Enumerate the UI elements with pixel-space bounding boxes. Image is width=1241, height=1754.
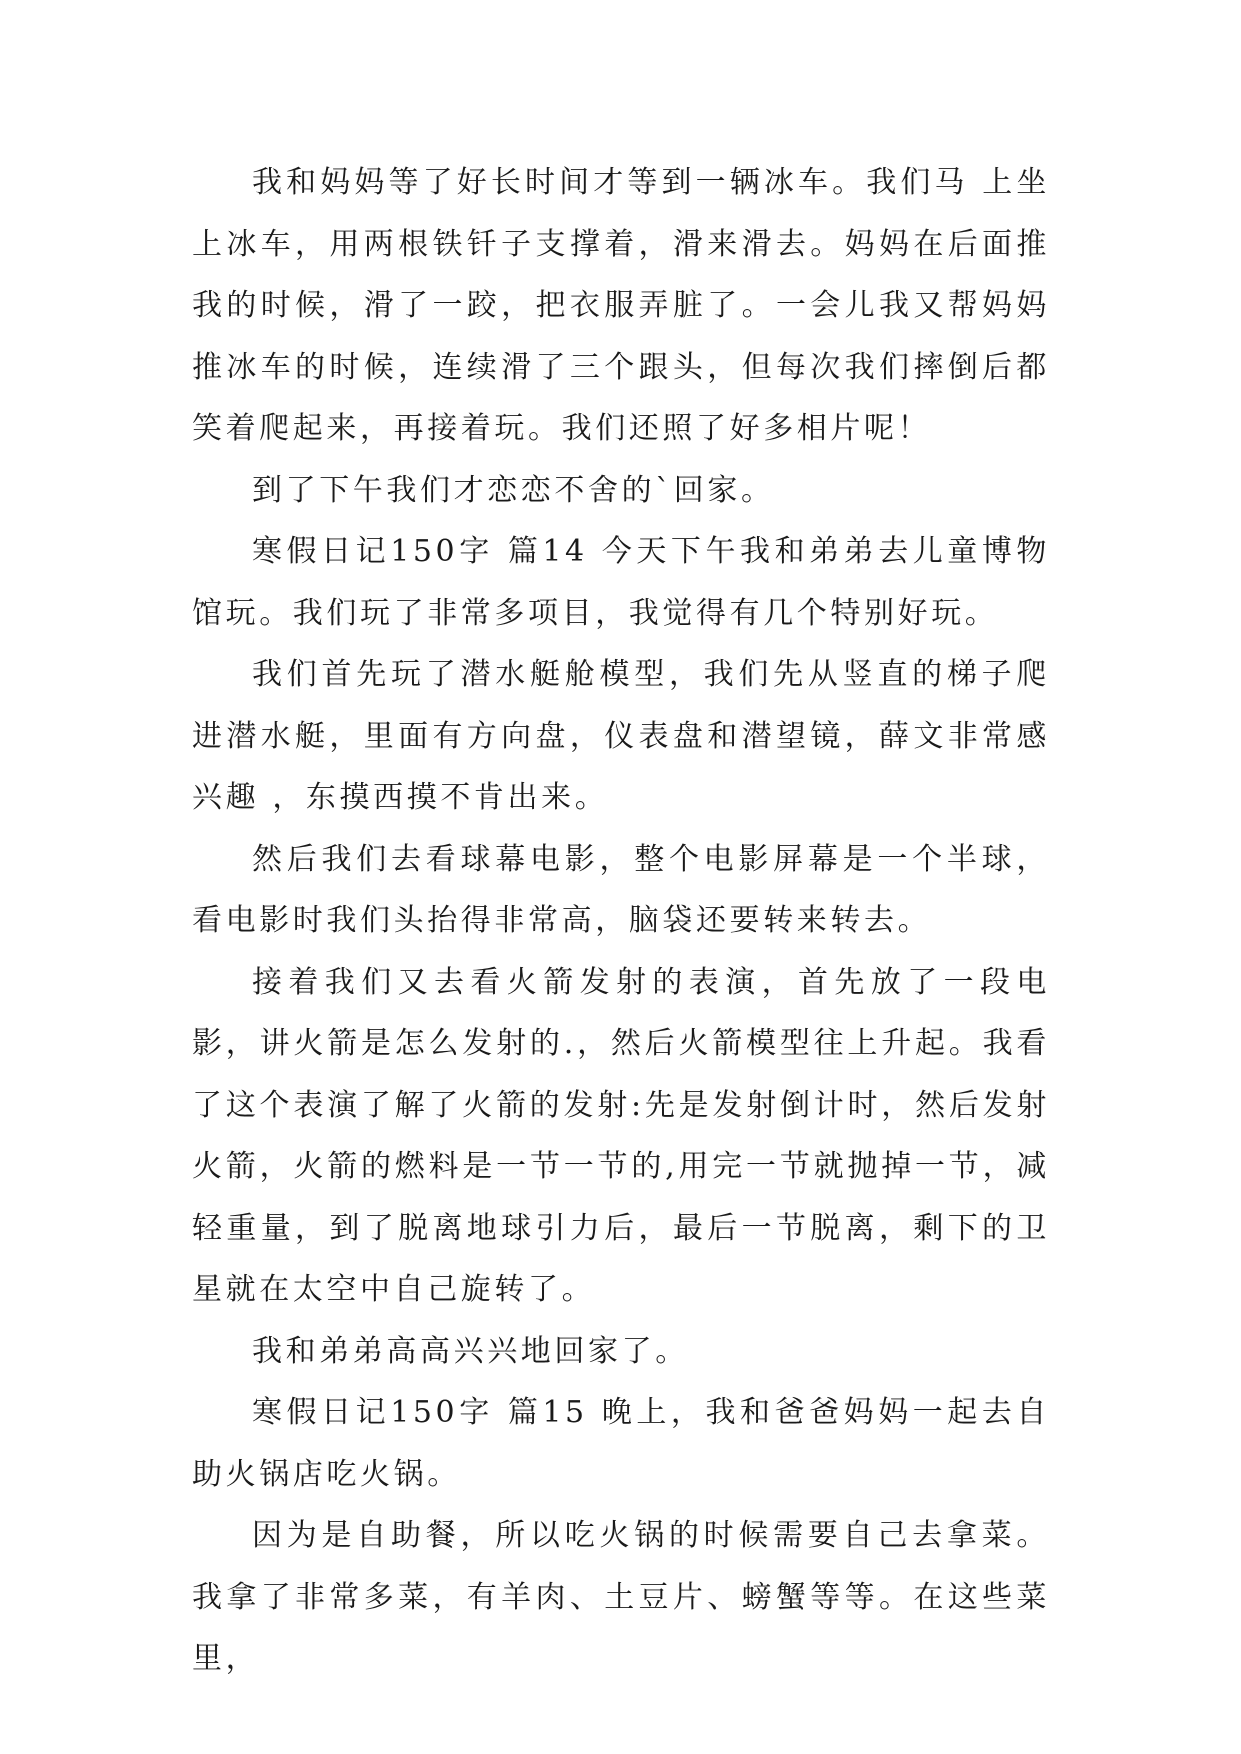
paragraph-return-home: 我和弟弟高高兴兴地回家了。 [252,1333,689,1369]
paragraph-buffet: 因为是自助餐，所以吃火锅的时候需要自己去拿菜。我拿了非常多菜，有羊肉、土豆片、螃蟹等等。在这些菜里， [192,1518,1050,1676]
document-body [192,152,1050,1690]
paragraph-rocket-launch: 接着我们又去看火箭发射的表演，首先放了一段电影，讲火箭是怎么发射的.，然后火箭模型往上升起。我看了这个表演了解了火箭的发射:先是发射倒计时，然后发射火箭，火箭的燃料是一节一节的,用完一节就抛掉一节，减轻重量，到了脱离地球引力后，最后一节脱离，剩下的卫星就在太空中自己旋转了。 [192,964,1050,1307]
paragraph-diary-14-intro: 寒假日记150字 篇14 今天下午我和弟弟去儿童博物馆玩。我们玩了非常多项目，我觉得有几个特别好玩。 [192,534,1050,631]
paragraph-go-home-afternoon: 到了下午我们才恋恋不舍的`回家。 [252,472,775,508]
paragraph-diary-15-intro: 寒假日记150字 篇15 晚上，我和爸爸妈妈一起去自助火锅店吃火锅。 [192,1395,1050,1492]
paragraph-submarine: 我们首先玩了潜水艇舱模型，我们先从竖直的梯子爬进潜水艇，里面有方向盘，仪表盘和潜望镜，薛文非常感兴趣 ，东摸西摸不肯出来。 [192,657,1050,815]
paragraph-ice-car: 我和妈妈等了好长时间才等到一辆冰车。我们马 上坐上冰车，用两根铁钎子支撑着，滑来滑去。妈妈在后面推我的时候，滑了一跤，把衣服弄脏了。一会儿我又帮妈妈推冰车的时候，连续滑了三个跟头，但每次我们摔倒后都笑着爬起来，再接着玩。我们还照了好多相片呢！ [192,165,1050,446]
paragraph-dome-movie: 然后我们去看球幕电影，整个电影屏幕是一个半球，看电影时我们头抬得非常高，脑袋还要转来转去。 [192,841,1050,938]
